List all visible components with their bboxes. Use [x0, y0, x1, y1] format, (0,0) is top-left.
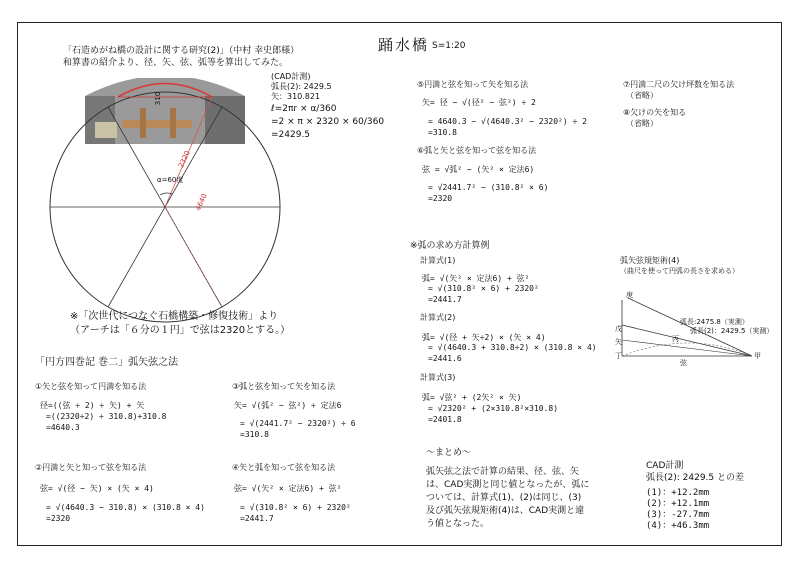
s1-line-2: =((2320÷2) ÷ 310.8)+310.8: [46, 412, 167, 421]
cad-diff-row-2: (2)：+12.1mm: [646, 499, 710, 509]
c1-line-3: =2441.7: [428, 295, 462, 304]
s2-title: ②円満と矢と知って弦を知る法: [35, 463, 147, 472]
s4-line-2: = √(310.8² × 6) + 2320²: [240, 503, 351, 512]
cad-diff-row-4: (4)：+46.3mm: [646, 521, 710, 531]
c2-line-1: 弧= √(径 + 矢÷2) × (矢 × 4): [422, 333, 546, 342]
c3-line-3: =2401.8: [428, 415, 462, 424]
s5-title: ⑤円満と弦を知って矢を知る法: [417, 80, 529, 89]
s4-line-1: 弦= √(矢² × 定法6) + 弦²: [234, 484, 342, 493]
cad-arc-length: 弧長(2): 2429.5: [271, 82, 332, 91]
s2-line-1: 弦= √(径 − 矢) × (矢 × 4): [40, 484, 154, 493]
s3-line-1: 矢= √(弧² − 弦²) ÷ 定法6: [234, 401, 342, 410]
cad-formula-2: =2 × π × 2320 × 60/360: [271, 117, 385, 127]
summary-line-2: は、CAD実測と同じ値となったが、弧に: [426, 480, 590, 490]
angle-label: α=60度: [157, 176, 184, 184]
cad-diff-sub: 弧長(2): 2429.5 との差: [646, 473, 744, 483]
scale-label: S=1:20: [432, 41, 466, 51]
cad-diff-row-3: (3)：-27.7mm: [646, 510, 710, 520]
summary-title: ～まとめ～: [426, 448, 472, 458]
label-arc-2: 弧長(2)：2429.5（実測）: [690, 327, 774, 335]
label-ya: 矢: [615, 338, 622, 346]
s6-line-1: 弦 = √弧² − (矢² × 定法6): [422, 165, 535, 174]
cad-ya: 矢：310.821: [271, 92, 321, 101]
s4-title: ④矢と弧を知って弦を知る法: [232, 463, 336, 472]
s1-line-1: 径=((弦 ÷ 2) ÷ 矢) + 矢: [40, 401, 145, 410]
diagram-subtitle: （曲尺を使って円弧の長さを求める）: [620, 267, 739, 275]
s6-line-3: =2320: [428, 194, 453, 203]
cad-diff-title: CAD計測: [646, 461, 684, 471]
s8-title: ⑧欠けの矢を知る: [623, 108, 687, 117]
s1-title: ①矢と弦を知って円満を知る法: [35, 382, 147, 391]
s7-title: ⑦円満二尺の欠け坪数を知る法: [623, 80, 735, 89]
photo-label-310: 310: [154, 91, 163, 106]
s6-line-2: = √2441.7² − (310.8² × 6): [428, 183, 549, 192]
s3-line-2: = √(2441.7² − 2320²) ÷ 6: [240, 419, 356, 428]
label-ko: 甲: [754, 352, 761, 360]
label-arc-measured: 弧長:2475.8（実測）: [680, 318, 749, 326]
c1-line-2: = √(310.8² × 6) + 2320²: [428, 284, 539, 293]
s6-title: ⑥弧と矢と弦を知って弦を知る法: [417, 146, 537, 155]
c1-line-1: 弧= √(矢² × 定法6) + 弦²: [422, 274, 530, 283]
cad-diff-row-1: (1)：+12.2mm: [646, 488, 710, 498]
c2-title: 計算式(2): [420, 313, 456, 322]
c3-line-2: = √2320² + (2×310.8²×310.8): [428, 404, 559, 413]
s4-line-3: =2441.7: [240, 514, 274, 523]
label-tei: 丁: [615, 352, 622, 360]
summary-line-1: 弧矢弦之法で計算の結果、径、弦、矢: [426, 467, 580, 477]
cad-heading: (CAD計測): [271, 72, 311, 81]
s2-line-2: = √(4640.3 − 310.8) × (310.8 × 4): [46, 503, 205, 512]
s7-note: （省略）: [626, 91, 658, 100]
label-ki: 庚: [626, 291, 633, 299]
s5-line-1: 矢= 径 − √(径² − 弦²) ÷ 2: [422, 98, 536, 107]
cad-formula-1: ℓ=2πr × α/360: [271, 104, 337, 114]
s2-line-3: =2320: [46, 514, 71, 523]
diagram-title: 弧矢弦規矩術(4): [620, 256, 680, 265]
cad-formula-3: =2429.5: [271, 130, 311, 140]
s3-title: ③弧と弦を知って矢を知る法: [232, 382, 336, 391]
s8-note: （省略）: [626, 119, 658, 128]
c2-line-2: = √(4640.3 + 310.8÷2) × (310.8 × 4): [428, 343, 597, 352]
source-note-2: （アーチは「６分の１円」で弦は2320とする。）: [70, 325, 291, 336]
summary-line-5: う値となった。: [426, 519, 490, 529]
section-title: 「円方四巻記 巻二」弧矢弦之法: [35, 357, 179, 368]
summary-line-4: 及び弧矢弦規矩術(4)は、CAD実測と違: [426, 506, 585, 516]
c1-title: 計算式(1): [420, 256, 456, 265]
page-title: 踊水橋: [378, 36, 430, 54]
calc-title: ※弧の求め方計算例: [410, 241, 490, 251]
s3-line-3: =310.8: [240, 430, 269, 439]
intro-line-1: 「石造めがね橋の設計に関する研究(2)」（中村 幸史郎様）: [63, 46, 300, 56]
chord-label: 2320: [177, 149, 192, 170]
source-note-1: ※「次世代につなぐ石橋構築・修復技術」より: [70, 311, 279, 322]
diameter-label: 4640: [194, 192, 209, 213]
s5-line-3: =310.8: [428, 128, 457, 137]
s1-line-3: =4640.3: [46, 423, 80, 432]
c2-line-3: =2441.6: [428, 354, 462, 363]
summary-line-3: ついては、計算式(1)、(2)は同じ、(3): [426, 493, 582, 503]
c3-title: 計算式(3): [420, 373, 456, 382]
label-gen: 弦: [680, 359, 687, 367]
s5-line-2: = 4640.3 − √(4640.3² − 2320²) ÷ 2: [428, 117, 587, 126]
intro-line-2: 和算書の紹介より、径、矢、弦、弧等を算出してみた。: [63, 58, 289, 68]
label-hei: 丙: [672, 335, 679, 343]
label-bo: 戊: [615, 325, 622, 333]
c3-line-1: 弧= √弦² + (2矢² × 矢): [422, 393, 522, 402]
